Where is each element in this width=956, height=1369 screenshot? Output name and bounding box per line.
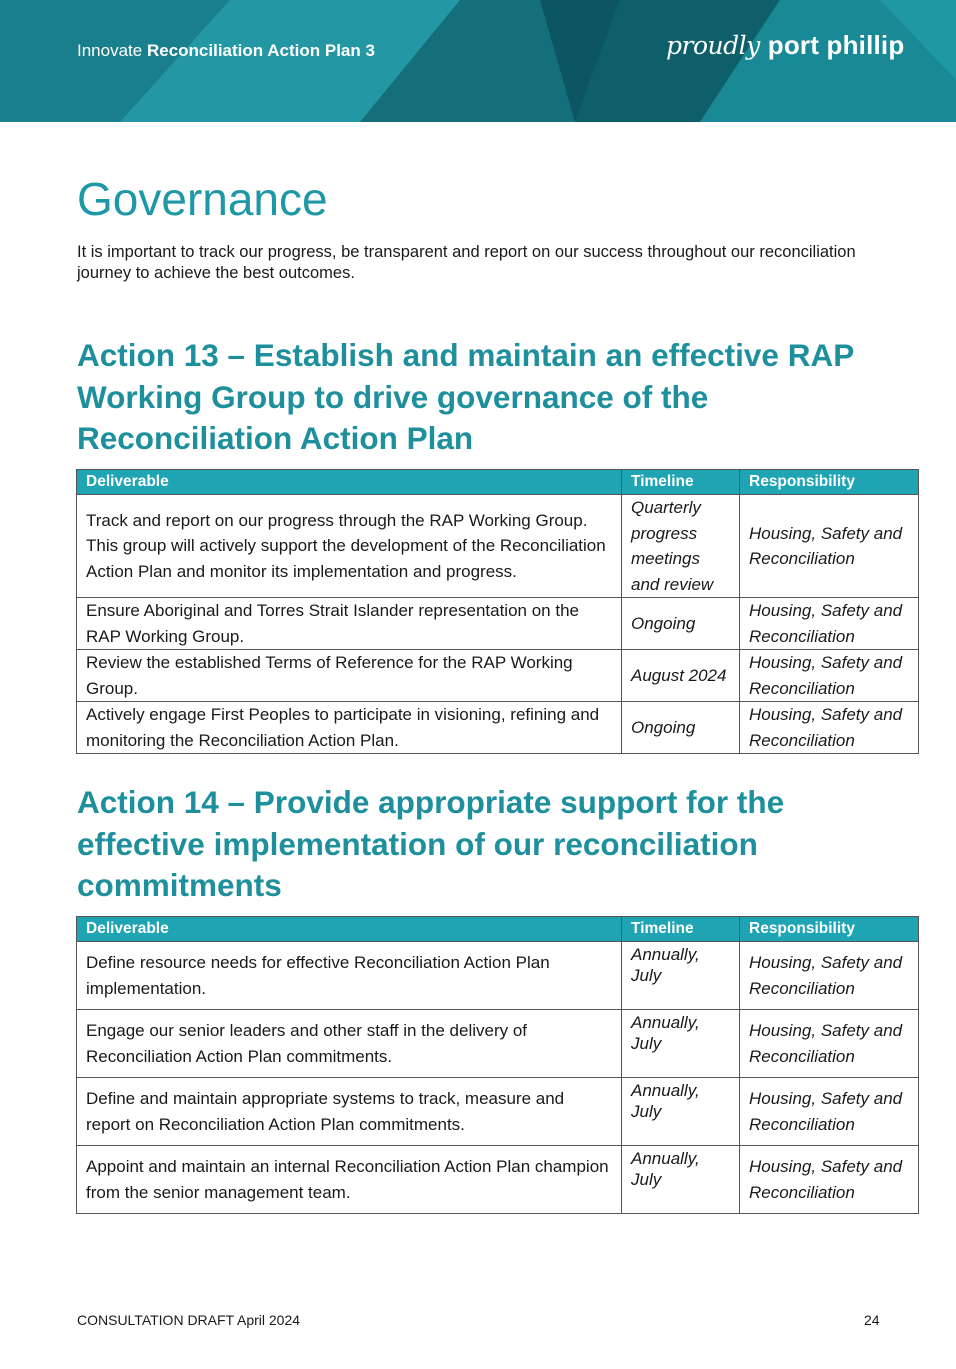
table-row xyxy=(77,1078,919,1146)
deliverable-cell: Define resource needs for effective Reconciliation Action Plan implementation. xyxy=(77,942,622,1010)
deliverable-cell: Track and report on our progress through the RAP Working Group. This group will actively support the development of the Reconciliation Action Plan and monitor its implementation and progress. xyxy=(77,495,622,598)
table-row xyxy=(77,650,919,702)
table-header-row xyxy=(77,917,919,942)
header-timeline: Timeline xyxy=(622,470,740,495)
responsibility-cell: Housing, Safety and Reconciliation xyxy=(740,1146,919,1214)
page-header xyxy=(0,0,956,122)
action-13-number: Action 13 xyxy=(77,337,219,373)
footer-draft-label: CONSULTATION DRAFT April 2024 xyxy=(77,1312,301,1328)
timeline-cell: Quarterly progress meetings and review xyxy=(622,495,740,598)
responsibility-cell: Housing, Safety and Reconciliation xyxy=(740,702,919,754)
deliverable-cell: Appoint and maintain an internal Reconciliation Action Plan champion from the senior management team. xyxy=(77,1146,622,1214)
timeline-cell: Annually, July xyxy=(622,1146,740,1214)
deliverable-cell: Actively engage First Peoples to participate in visioning, refining and monitoring the Reconciliation Action Plan. xyxy=(77,702,622,754)
header-background-pattern xyxy=(0,0,956,122)
action-13-table xyxy=(76,469,919,754)
deliverable-cell: Define and maintain appropriate systems to track, measure and report on Reconciliation Action Plan commitments. xyxy=(77,1078,622,1146)
header-timeline: Timeline xyxy=(622,917,740,942)
timeline-cell: Annually, July xyxy=(622,1010,740,1078)
header-responsibility: Responsibility xyxy=(740,917,919,942)
document-title-bold: Reconciliation Action Plan 3 xyxy=(146,41,375,60)
timeline-cell: Ongoing xyxy=(622,598,740,650)
responsibility-cell: Housing, Safety and Reconciliation xyxy=(740,495,919,598)
action-14-heading xyxy=(77,782,897,907)
responsibility-cell: Housing, Safety and Reconciliation xyxy=(740,1010,919,1078)
logo-wordmark: port phillip xyxy=(767,30,905,60)
table-row xyxy=(77,598,919,650)
page-title: Governance xyxy=(77,173,328,225)
intro-paragraph: It is important to track our progress, be transparent and report on our success throughout our reconciliation journey to achieve the best outcomes. xyxy=(77,243,856,282)
table-header-row xyxy=(77,470,919,495)
responsibility-cell: Housing, Safety and Reconciliation xyxy=(740,598,919,650)
action-13-title: – Establish and maintain an effective RAP Working Group to drive governance of the Reconciliation Action Plan xyxy=(77,337,854,456)
document-title xyxy=(77,41,375,61)
document-title-prefix: Innovate xyxy=(77,41,143,60)
header-deliverable: Deliverable xyxy=(77,917,622,942)
table-row xyxy=(77,1146,919,1214)
council-logo xyxy=(666,30,904,61)
action-14-table xyxy=(76,916,919,1214)
action-14-number: Action 14 xyxy=(77,784,219,820)
logo-script-text: proudly xyxy=(666,31,760,60)
timeline-cell: Ongoing xyxy=(622,702,740,754)
header-deliverable: Deliverable xyxy=(77,470,622,495)
responsibility-cell: Housing, Safety and Reconciliation xyxy=(740,942,919,1010)
table-row xyxy=(77,495,919,598)
table-row xyxy=(77,702,919,754)
responsibility-cell: Housing, Safety and Reconciliation xyxy=(740,1078,919,1146)
deliverable-cell: Engage our senior leaders and other staff in the delivery of Reconciliation Action Plan commitments. xyxy=(77,1010,622,1078)
timeline-cell: Annually, July xyxy=(622,1078,740,1146)
header-responsibility: Responsibility xyxy=(740,470,919,495)
action-14-title: – Provide appropriate support for the effective implementation of our reconciliation commitments xyxy=(77,784,785,903)
timeline-cell: August 2024 xyxy=(622,650,740,702)
action-13-heading xyxy=(77,335,897,460)
deliverable-cell: Review the established Terms of Reference for the RAP Working Group. xyxy=(77,650,622,702)
page-number: 24 xyxy=(864,1312,880,1328)
timeline-cell: Annually, July xyxy=(622,942,740,1010)
deliverable-cell: Ensure Aboriginal and Torres Strait Islander representation on the RAP Working Group. xyxy=(77,598,622,650)
table-row xyxy=(77,942,919,1010)
responsibility-cell: Housing, Safety and Reconciliation xyxy=(740,650,919,702)
table-row xyxy=(77,1010,919,1078)
